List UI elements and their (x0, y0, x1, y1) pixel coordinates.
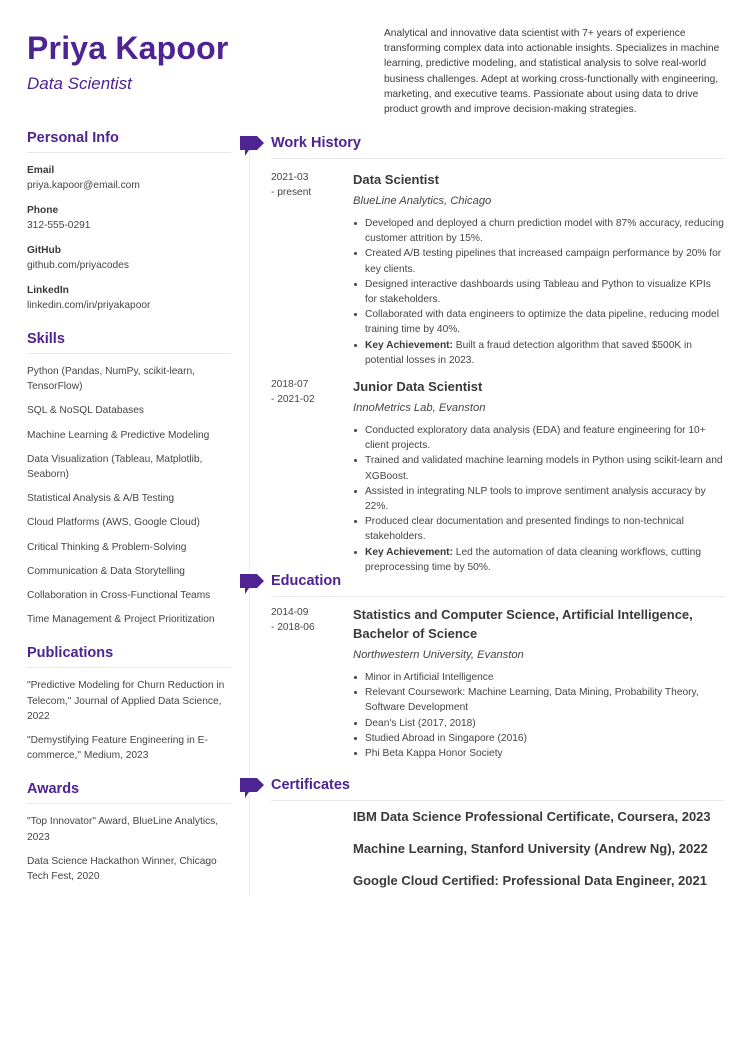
job-bullets (353, 423, 724, 575)
section-heading: Personal Info (27, 130, 231, 153)
info-email (27, 163, 231, 193)
skill-item: Communication & Data Storytelling (27, 565, 185, 577)
bullet-item: Assisted in integrating NLP tools to improve sentiment analysis accuracy by 22%. (353, 484, 724, 514)
section-heading: Certificates (271, 777, 350, 793)
section-heading: Education (271, 573, 342, 589)
section-rule (271, 158, 724, 159)
skill-item: Time Management & Project Prioritization (27, 614, 215, 626)
skill-item: Python (Pandas, NumPy, scikit-learn, TensorFlow) (27, 366, 195, 393)
job-dates (271, 377, 341, 407)
certificate-item: Google Cloud Certified: Professional Data Engineer, 2021 (353, 873, 707, 888)
bullet-item-key-achievement: Key Achievement: Built a fraud detection algorithm that saved $500K in potential losses in 2023. (353, 338, 724, 368)
bullet-item: Designed interactive dashboards using Tableau and Python to visualize KPIs for stakeholders. (353, 277, 724, 307)
bullet-item: Created A/B testing pipelines that increased campaign performance by 20% for key clients. (353, 246, 724, 276)
section-heading: Publications (27, 645, 231, 668)
bullet-item: Studied Abroad in Singapore (2016) (353, 731, 724, 746)
award-item: "Top Innovator" Award, BlueLine Analytics, 2023 (27, 816, 219, 843)
bullet-item: Relevant Coursework: Machine Learning, Data Mining, Probability Theory, Software Development (353, 685, 724, 715)
publications-section (27, 645, 231, 763)
company: InnoMetrics Lab, Evanston (353, 402, 486, 415)
bullet-item: Collaborated with data engineers to optimize the data pipeline, reducing model training time by 40%. (353, 307, 724, 337)
linkedin-link[interactable]: linkedin.com/in/priyakapoor (27, 300, 151, 311)
skill-item: SQL & NoSQL Databases (27, 405, 145, 417)
section-header (240, 569, 724, 593)
info-label: LinkedIn (27, 285, 69, 296)
section-heading: Awards (27, 781, 231, 804)
certificates-section (240, 773, 724, 890)
education-section (240, 569, 724, 761)
bullet-item: Trained and validated machine learning models in Python using scikit-learn and XGBoost. (353, 453, 724, 483)
education-entry (240, 605, 724, 761)
info-linkedin (27, 283, 231, 313)
skill-item: Data Visualization (Tableau, Matplotlib, Seaborn) (27, 453, 203, 481)
publication-item: "Predictive Modeling for Churn Reduction in Telecom," Journal of Applied Data Science, 2022 (27, 680, 225, 722)
education-body (353, 605, 724, 761)
school: Northwestern University, Evanston (353, 649, 524, 661)
bullet-item: Produced clear documentation and presented findings to non-technical stakeholders. (353, 514, 724, 544)
info-github (27, 243, 231, 273)
section-heading: Work History (271, 135, 361, 151)
awards-section (27, 781, 231, 884)
candidate-name: Priya Kapoor (27, 30, 229, 66)
date-end: - 2018-06 (271, 622, 315, 633)
skill-item: Statistical Analysis & A/B Testing (27, 493, 175, 505)
section-header (240, 773, 724, 797)
job-bullets (353, 216, 724, 368)
job-title: Junior Data Scientist (353, 379, 483, 395)
section-heading: Skills (27, 331, 231, 354)
candidate-title: Data Scientist (27, 74, 132, 93)
skill-item: Collaboration in Cross-Functional Teams (27, 590, 211, 602)
bullet-item: Developed and deployed a churn prediction model with 87% accuracy, reducing customer attrition by 15%. (353, 216, 724, 246)
bullet-item-key-achievement: Key Achievement: Led the automation of data cleaning workflows, cutting preprocessing time by 50%. (353, 545, 724, 575)
info-label: Phone (27, 205, 59, 216)
flag-speech-bubble-icon (240, 574, 265, 596)
job-body (353, 170, 724, 368)
phone-value[interactable]: 312-555-0291 (27, 220, 91, 231)
section-rule (271, 800, 724, 801)
date-end: - present (271, 187, 312, 198)
section-header (240, 131, 724, 155)
job-body (353, 377, 724, 575)
date-start: 2014-09 (271, 607, 309, 618)
date-start: 2021-03 (271, 172, 309, 183)
bullet-item: Dean's List (2017, 2018) (353, 716, 724, 731)
info-phone (27, 203, 231, 233)
job-entry (240, 170, 724, 368)
certificate-item: IBM Data Science Professional Certificate, Coursera, 2023 (353, 809, 711, 824)
email-value[interactable]: priya.kapoor@email.com (27, 180, 140, 191)
info-label: Email (27, 165, 55, 176)
company: BlueLine Analytics, Chicago (353, 195, 492, 207)
job-title: Data Scientist (353, 172, 439, 187)
award-item: Data Science Hackathon Winner, Chicago Tech Fest, 2020 (27, 855, 217, 883)
section-rule (271, 596, 724, 597)
certificate-item: Machine Learning, Stanford University (Andrew Ng), 2022 (353, 841, 708, 856)
job-dates (271, 170, 341, 200)
skills-section (27, 331, 231, 627)
skill-item: Cloud Platforms (AWS, Google Cloud) (27, 517, 200, 529)
education-bullets (353, 670, 724, 761)
date-start: 2018-07 (271, 379, 309, 391)
left-column (27, 130, 231, 898)
flag-speech-bubble-icon (240, 778, 265, 800)
degree: Statistics and Computer Science, Artificial Intelligence, Bachelor of Science (353, 607, 693, 641)
bullet-item: Minor in Artificial Intelligence (353, 670, 724, 685)
professional-summary: Analytical and innovative data scientist with 7+ years of experience transforming complex data into actionable insights. Specializes in machine learning, predictive modeling, and statistical analysis to solve real-world business challenges. Adept at working cross-functionally with engineering, marketing, and executive teams. Passionate about using data to drive product growth and improve decision-making strategies. (384, 28, 720, 116)
publication-item: "Demystifying Feature Engineering in E-commerce," Medium, 2023 (27, 735, 208, 762)
date-end: - 2021-02 (271, 394, 315, 406)
info-label: GitHub (27, 245, 61, 256)
bullet-item: Phi Beta Kappa Honor Society (353, 746, 724, 761)
job-entry (240, 377, 724, 575)
work-history-section (240, 131, 724, 575)
github-link[interactable]: github.com/priyacodes (27, 260, 129, 271)
skill-item: Critical Thinking & Problem-Solving (27, 541, 187, 553)
flag-speech-bubble-icon (240, 136, 265, 158)
education-dates (271, 605, 341, 635)
personal-info-section (27, 130, 231, 313)
skill-item: Machine Learning & Predictive Modeling (27, 429, 210, 441)
bullet-item: Conducted exploratory data analysis (EDA) and feature engineering for 10+ client projects. (353, 423, 724, 453)
